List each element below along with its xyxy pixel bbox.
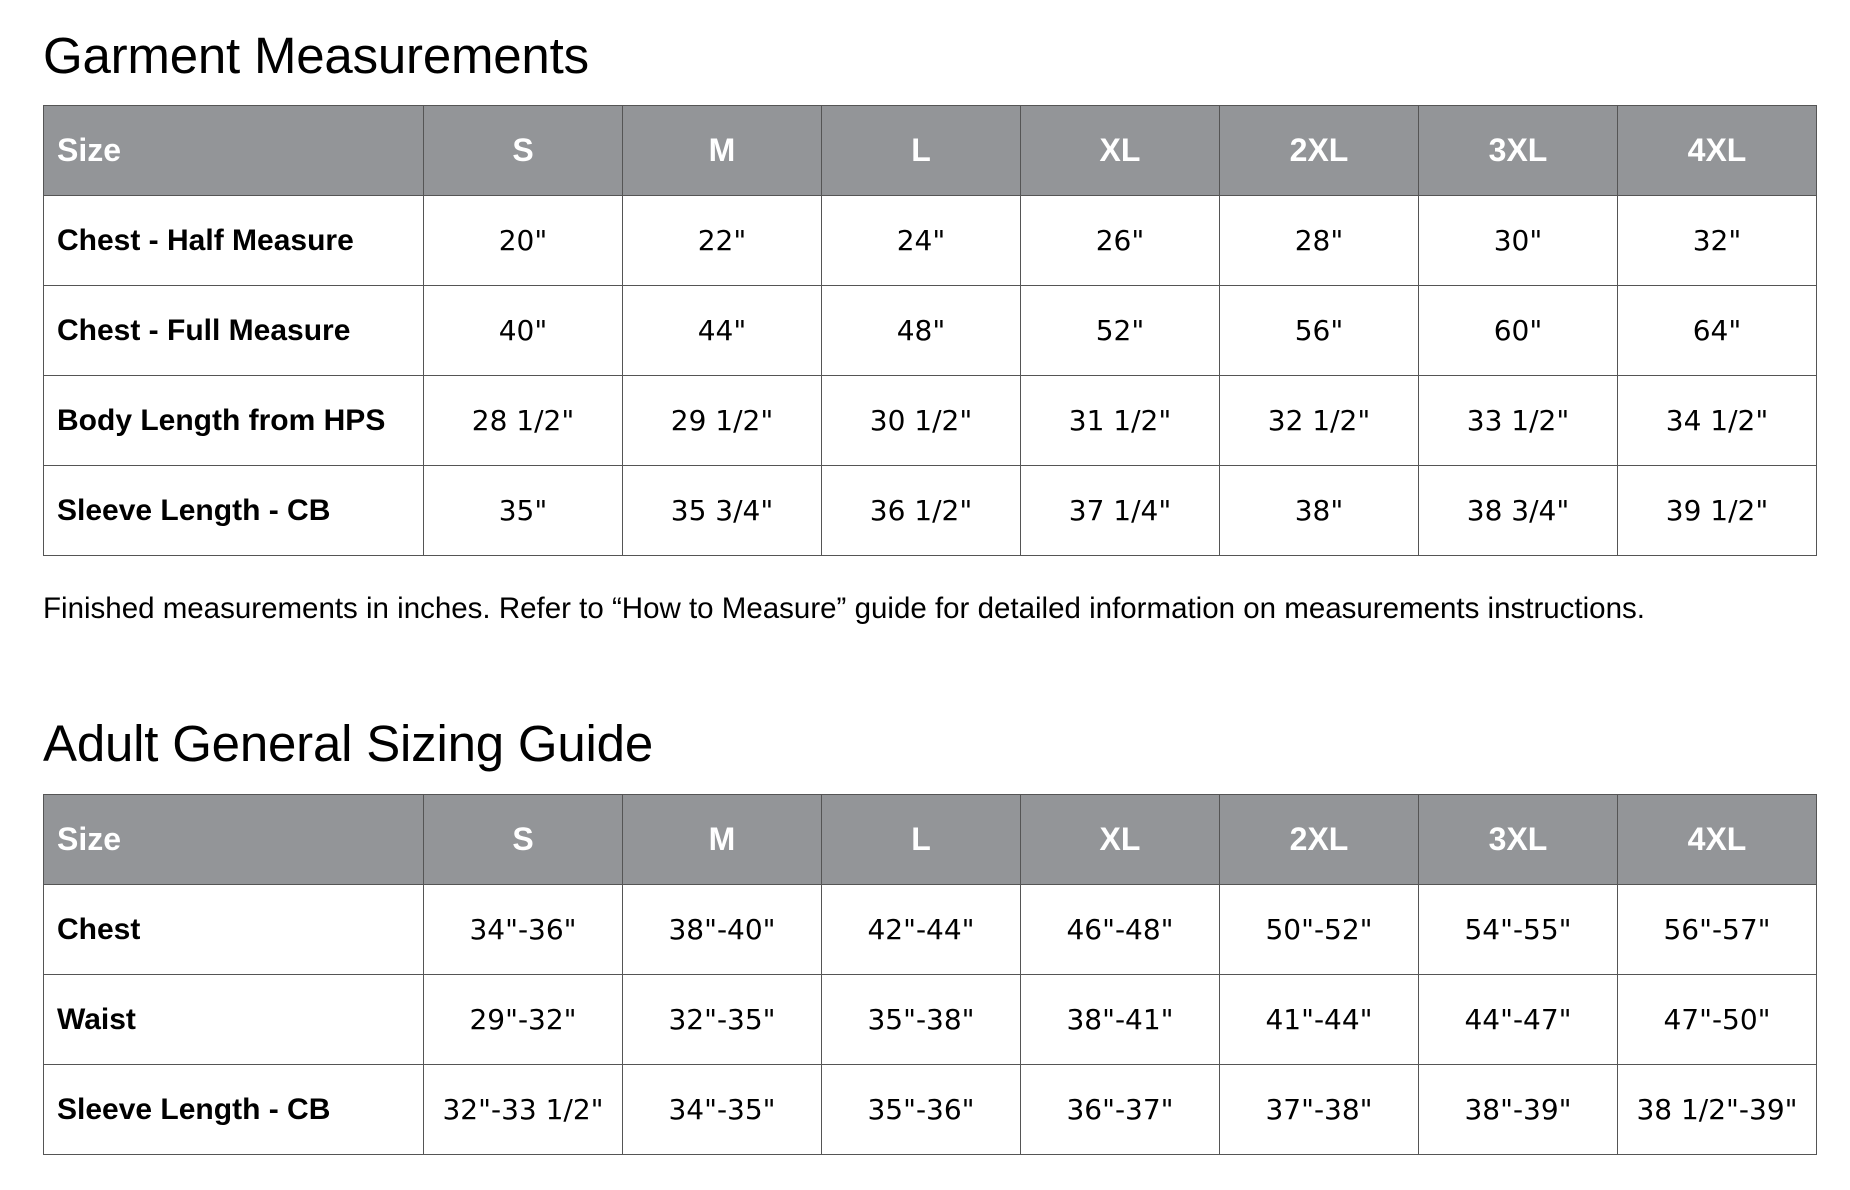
table-cell: 37"-38" xyxy=(1220,1065,1419,1155)
size-header-cell: 2XL xyxy=(1220,106,1419,196)
table-cell: 34 1/2" xyxy=(1618,376,1817,466)
table-cell: 64" xyxy=(1618,286,1817,376)
table-header-row xyxy=(44,106,1817,196)
row-label: Sleeve Length - CB xyxy=(44,466,424,556)
adult-sizing-guide-title: Adult General Sizing Guide xyxy=(43,715,653,772)
table-cell: 38"-40" xyxy=(623,885,822,975)
row-label: Chest - Full Measure xyxy=(44,286,424,376)
table-cell: 52" xyxy=(1021,286,1220,376)
size-header-cell: M xyxy=(623,106,822,196)
table-cell: 30" xyxy=(1419,196,1618,286)
table-cell: 39 1/2" xyxy=(1618,466,1817,556)
size-header-cell: 2XL xyxy=(1220,795,1419,885)
measurement-footnote: Finished measurements in inches. Refer to “How to Measure” guide for detailed information on measurements instructions. xyxy=(43,592,1645,625)
table-cell: 32 1/2" xyxy=(1220,376,1419,466)
table-cell: 32" xyxy=(1618,196,1817,286)
table-cell: 32"-33 1/2" xyxy=(424,1065,623,1155)
table-cell: 32"-35" xyxy=(623,975,822,1065)
table-cell: 35 3/4" xyxy=(623,466,822,556)
table-cell: 30 1/2" xyxy=(822,376,1021,466)
table-cell: 29"-32" xyxy=(424,975,623,1065)
table-cell: 33 1/2" xyxy=(1419,376,1618,466)
table-cell: 42"-44" xyxy=(822,885,1021,975)
garment-measurements-table xyxy=(43,105,1817,556)
table-row xyxy=(44,286,1817,376)
table-cell: 34"-36" xyxy=(424,885,623,975)
table-header-row xyxy=(44,795,1817,885)
size-header-cell: 4XL xyxy=(1618,106,1817,196)
table-cell: 28 1/2" xyxy=(424,376,623,466)
table-cell: 60" xyxy=(1419,286,1618,376)
garment-measurements-title: Garment Measurements xyxy=(43,27,589,84)
size-header-cell: 3XL xyxy=(1419,106,1618,196)
table-cell: 46"-48" xyxy=(1021,885,1220,975)
table-cell: 38 1/2"-39" xyxy=(1618,1065,1817,1155)
size-header-cell: XL xyxy=(1021,106,1220,196)
size-header-cell: M xyxy=(623,795,822,885)
table-cell: 44" xyxy=(623,286,822,376)
table-cell: 48" xyxy=(822,286,1021,376)
row-label: Chest xyxy=(44,885,424,975)
table-cell: 35" xyxy=(424,466,623,556)
table-row xyxy=(44,885,1817,975)
row-label: Body Length from HPS xyxy=(44,376,424,466)
table-cell: 24" xyxy=(822,196,1021,286)
table-cell: 47"-50" xyxy=(1618,975,1817,1065)
table-cell: 50"-52" xyxy=(1220,885,1419,975)
table-cell: 54"-55" xyxy=(1419,885,1618,975)
size-header-cell: 4XL xyxy=(1618,795,1817,885)
table-row xyxy=(44,1065,1817,1155)
row-label: Chest - Half Measure xyxy=(44,196,424,286)
table-row xyxy=(44,975,1817,1065)
size-header-label: Size xyxy=(44,106,424,196)
table-cell: 56"-57" xyxy=(1618,885,1817,975)
table-cell: 40" xyxy=(424,286,623,376)
table-cell: 20" xyxy=(424,196,623,286)
table-cell: 38" xyxy=(1220,466,1419,556)
adult-sizing-guide-table xyxy=(43,794,1817,1155)
table-cell: 36"-37" xyxy=(1021,1065,1220,1155)
table-cell: 38"-41" xyxy=(1021,975,1220,1065)
table-cell: 31 1/2" xyxy=(1021,376,1220,466)
row-label: Sleeve Length - CB xyxy=(44,1065,424,1155)
table-cell: 37 1/4" xyxy=(1021,466,1220,556)
table-cell: 34"-35" xyxy=(623,1065,822,1155)
table-cell: 38 3/4" xyxy=(1419,466,1618,556)
table-cell: 22" xyxy=(623,196,822,286)
table-cell: 28" xyxy=(1220,196,1419,286)
size-header-cell: XL xyxy=(1021,795,1220,885)
table-cell: 35"-38" xyxy=(822,975,1021,1065)
table-row xyxy=(44,376,1817,466)
table-cell: 38"-39" xyxy=(1419,1065,1618,1155)
size-header-cell: L xyxy=(822,795,1021,885)
size-header-cell: S xyxy=(424,795,623,885)
size-header-cell: 3XL xyxy=(1419,795,1618,885)
table-row xyxy=(44,466,1817,556)
table-cell: 56" xyxy=(1220,286,1419,376)
table-row xyxy=(44,196,1817,286)
size-header-cell: S xyxy=(424,106,623,196)
row-label: Waist xyxy=(44,975,424,1065)
size-header-cell: L xyxy=(822,106,1021,196)
table-cell: 41"-44" xyxy=(1220,975,1419,1065)
table-cell: 29 1/2" xyxy=(623,376,822,466)
table-cell: 36 1/2" xyxy=(822,466,1021,556)
table-cell: 44"-47" xyxy=(1419,975,1618,1065)
table-cell: 26" xyxy=(1021,196,1220,286)
table-cell: 35"-36" xyxy=(822,1065,1021,1155)
size-header-label: Size xyxy=(44,795,424,885)
